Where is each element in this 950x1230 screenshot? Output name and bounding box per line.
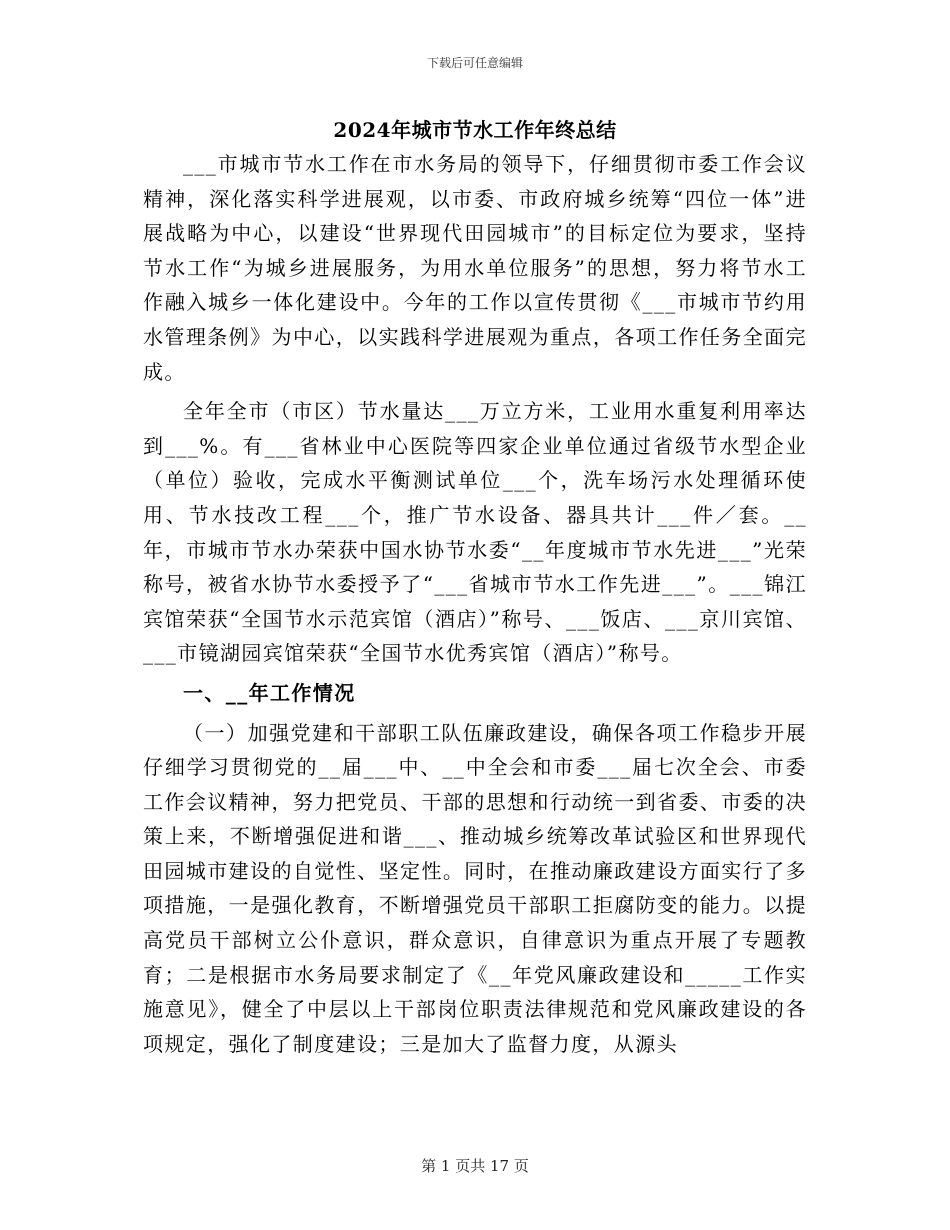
document-title: 2024年城市节水工作年终总结	[333, 118, 617, 142]
page-number: 第 1 页共 17 页	[421, 1157, 529, 1175]
paragraph-party-building: （一）加强党建和干部职工队伍廉政建设，确保各项工作稳步开展仔细学习贯彻党的__届___中、__中全会和市委___届七次全会、市委工作会议精神，努力把党员、干部的思想和行动统一到省委、市委的决策上来，不断增强促进和谐___、推动城乡统筹改革试验区和世界现代田园城市建设的自觉性、坚定性。同时，在推动廉政建设方面实行了多项措施，一是强化教育，不断增强党员干部职工拒腐防变的能力。以提高党员干部树立公仆意识，群众意识，自律意识为重点开展了专题教育；二是根据市水务局要求制定了《__年党风廉政建设和_____工作实施意见》，健全了中层以上干部岗位职责法律规范和党风廉政建设的各项规定，强化了制度建设；三是加大了监督力度，从源头	[143, 720, 807, 1056]
header-note: 下载后可任意编辑	[426, 56, 523, 70]
paragraph-intro: ___市城市节水工作在市水务局的领导下，仔细贯彻市委工作会议精神，深化落实科学进展观，以市委、市政府城乡统筹“四位一体”进展战略为中心，以建设“世界现代田园城市”的目标定位为要求，坚持节水工作“为城乡进展服务，为用水单位服务”的思想，努力将节水工作融入城乡一体化建设中。今年的工作以宣传贯彻《___市城市节约用水管理条例》为中心，以实践科学进展观为重点，各项工作任务全面完成。	[143, 152, 807, 384]
section-heading: 一、__年工作情况	[183, 680, 356, 705]
paragraph-results: 全年全市（市区）节水量达___万立方米，工业用水重复利用率达到___%。有___省林业中心医院等四家企业单位通过省级节水型企业（单位）验收，完成水平衡测试单位___个，洗车场污水处理循环使用、节水技改工程___个，推广节水设备、器具共计___件／套。__年，市城市节水办荣获中国水协节水委“__年度城市节水先进___”光荣称号，被省水协节水委授予了“___省城市节水工作先进___”。___锦江宾馆荣获“全国节水示范宾馆（酒店）”称号、___饭店、___京川宾馆、___市镜湖园宾馆荣获“全国节水优秀宾馆（酒店）”称号。	[143, 399, 807, 666]
document-body	[143, 147, 807, 1061]
